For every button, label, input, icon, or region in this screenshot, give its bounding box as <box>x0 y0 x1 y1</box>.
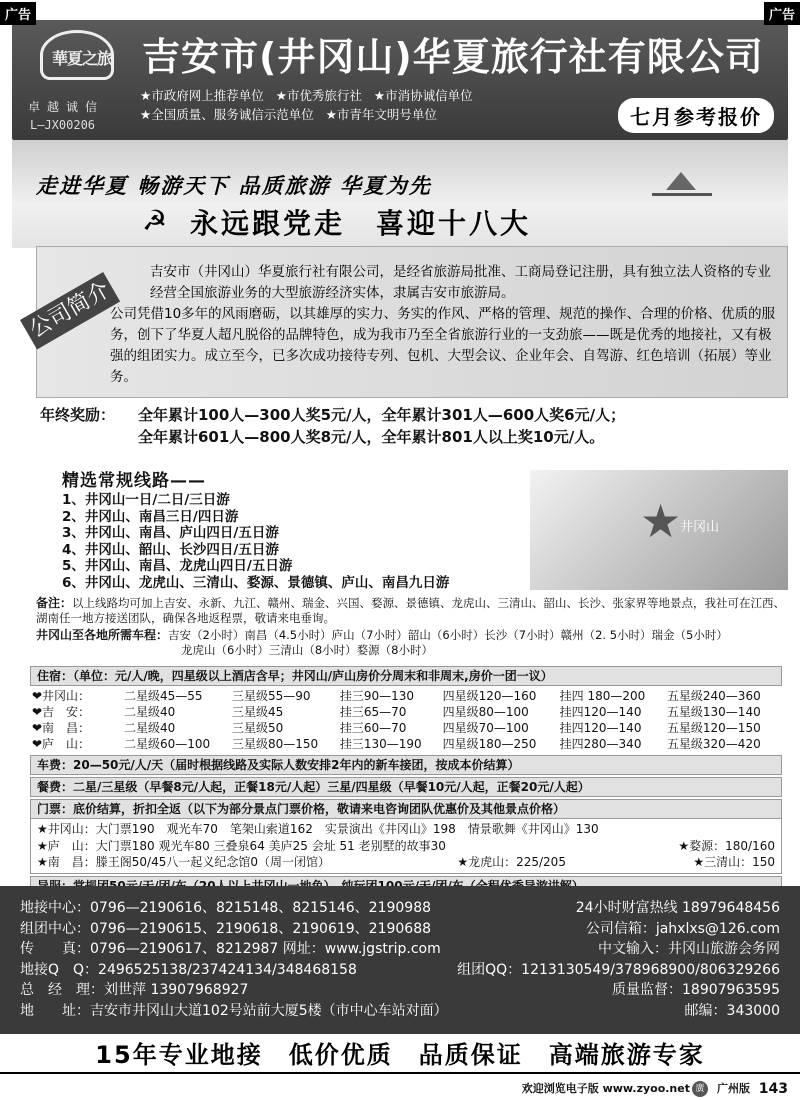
contact-postcode: 邮编：343000 <box>684 1002 780 1019</box>
route-item: 1、井冈山一日/二日/三日游 <box>62 492 230 508</box>
price-block <box>30 666 782 896</box>
contact-quality: 质量监督：18907963595 <box>612 982 780 998</box>
travel-line-1: 吉安（2小时）南昌（4.5小时）庐山（7小时）韶山（6小时）长沙（7小时）赣州（2. 5小时）瑞金（5小时） <box>168 628 728 642</box>
year-end-bonus <box>40 404 625 448</box>
ticket-row-lushan: ★庐 山：大门票180 观光车80 三叠泉64 美庐25 会址 51 老别墅的故事30 <box>37 838 446 853</box>
price-cell: 挂三130—190 <box>339 737 422 751</box>
price-cell: 五星级240—360 <box>666 689 761 703</box>
table-row <box>30 704 782 720</box>
honor-item: ★市优秀旅行社 <box>275 88 362 103</box>
table-row <box>30 736 782 752</box>
price-cell: 五星级120—150 <box>666 721 761 735</box>
intro-paragraph-2: 公司凭借10多年的风雨磨砺，以其雄厚的实力、务实的作风、严格的管理、规范的操作、合理的价格、优质的服务，创下了华夏人超凡脱俗的品牌特色，成为我市乃至全省旅游行业的一支劲旅——既是优秀的地接社，又有极强的组团实力。成立至今，已多次成功接待专列、包机、大型会议、企业年会、自驾游、红色培训（拓展）等业务。 <box>110 306 776 385</box>
table-row <box>30 688 782 704</box>
price-cell: 二星级60—100 <box>124 737 211 751</box>
price-cell: 三星级80—150 <box>231 737 319 751</box>
meal-fee: 餐费：二星/三星级（早餐8元/人起，正餐18元/人起）三星/四星级（早餐10元/人起，正餐20元/人起） <box>30 777 782 797</box>
footer-website[interactable]: 欢迎浏览电子版 www.zyoo.net <box>521 1082 690 1095</box>
contact-chinese-input: 中文输入：井冈山旅游会务网 <box>598 941 780 957</box>
price-cell: 挂三90—130 <box>339 689 415 703</box>
price-cell: 三星级55—90 <box>231 689 311 703</box>
contact-manager: 总 经 理：刘世萍 13907968927 <box>20 982 249 998</box>
price-cell: 五星级130—140 <box>666 705 761 719</box>
price-cell: 挂四 180—200 <box>559 689 646 703</box>
lodging-header: 住宿：（单位：元/人/晚，四星级以上酒店含早；井冈山/庐山房价分周末和非周末,房价一团一议） <box>30 666 782 686</box>
july-quote-badge: 七月参考报价 <box>618 98 774 133</box>
ticket-row-nanchang: ★南 昌：滕王阁50/45八一起义纪念馆0（周一闭馆） <box>37 855 330 869</box>
price-cell: 四星级80—100 <box>442 705 529 719</box>
price-cell: 三星级45 <box>231 705 284 719</box>
travel-line-2: 龙虎山（6小时）三清山（8小时）婺源（8小时） <box>181 643 433 657</box>
intro-label: 公司简介 <box>20 272 120 349</box>
travel-times <box>36 628 786 658</box>
contact-local-qq: 地接Q Q：2496525138/237424134/348468158 <box>20 961 357 978</box>
honor-item: ★市消协诚信单位 <box>373 88 473 103</box>
route-item: 6、井冈山、龙虎山、三清山、婺源、景德镇、庐山、南昌九日游 <box>62 574 450 591</box>
intro-text <box>70 262 782 388</box>
contact-group-center: 组团中心：0796—2190615、2190618、2190619、2190688 <box>20 920 432 937</box>
logo-motto: 卓越诚信 <box>28 100 105 114</box>
price-cell: 二星级45—55 <box>124 689 203 703</box>
footer-edition: 广州版 <box>717 1082 750 1095</box>
ticket-sanqingshan: ★三清山：150 <box>693 855 775 869</box>
contact-panel <box>0 886 800 1034</box>
page-footer <box>0 1078 800 1100</box>
price-cell: 挂三65—70 <box>339 705 407 719</box>
note-text: 以上线路均可加上吉安、永新、九江、赣州、瑞金、兴国、婺源、景德镇、龙虎山、三清山、韶山、长沙、张家界等地景点，我社可在江西、湖南任一地方接送团队，确保各地返程票，敬请来电垂询。 <box>36 596 786 625</box>
city-cell: ❤庐 山： <box>32 737 91 751</box>
bonus-line-2: 全年累计601人—800人奖8元/人，全年累计801人以上奖10元/人。 <box>138 428 605 446</box>
price-cell: 五星级320—420 <box>666 737 761 751</box>
bonus-label: 年终奖励： <box>40 406 116 424</box>
city-cell: ❤吉 安： <box>32 705 91 719</box>
company-header <box>12 20 788 140</box>
company-logo <box>22 28 132 112</box>
party-slogan: 永远跟党走 喜迎十八大 <box>190 207 532 240</box>
bottom-slogan: 15年专业地接 低价优质 品质保证 高端旅游专家 <box>0 1036 800 1074</box>
city-cell: ❤井冈山： <box>32 689 91 703</box>
star-monument-icon: ★ <box>640 494 682 548</box>
price-cell: 挂四280—340 <box>559 737 642 751</box>
intro-paragraph-1: 吉安市（井冈山）华夏旅行社有限公司，是经省旅游局批准、工商局登记注册，具有独立法人资格的专业经营全国旅游业务的大型旅游经济实体，隶属吉安市旅游局。 <box>150 264 771 301</box>
ticket-longhushan: ★龙虎山：225/205 <box>457 855 566 869</box>
car-fee: 车费：20—50元/人/天（届时根据线路及实际人数安排2年内的新车接团，按成本价结算） <box>30 755 782 775</box>
price-cell: 挂四120—140 <box>559 721 642 735</box>
company-name: 吉安市(井冈山)华夏旅行社有限公司 <box>142 35 764 79</box>
photo-caption: 井冈山 <box>680 520 720 535</box>
honor-item: ★全国质量、服务诚信示范单位 <box>140 107 314 122</box>
edition-icon: 廣 <box>692 1081 708 1097</box>
price-cell: 二星级40 <box>124 721 176 735</box>
ticket-header: 门票：底价结算，折扣全返（以下为部分景点门票价格，敬请来电咨询团队优惠价及其他景点价格） <box>30 799 782 819</box>
price-cell: 四星级180—250 <box>442 737 537 751</box>
ticket-wuyuan: ★婺源：180/160 <box>678 838 775 853</box>
price-cell: 挂三60—70 <box>339 721 407 735</box>
contact-hotline: 24小时财富热线 18979648456 <box>575 900 780 916</box>
note-label: 备注： <box>36 596 73 610</box>
brand-slogan: 走进华夏 畅游天下 品质旅游 华夏为先 <box>36 173 432 198</box>
route-note <box>36 596 786 626</box>
ad-label-left: 广告 <box>0 2 36 25</box>
pavilion-icon <box>652 168 712 196</box>
route-item: 3、井冈山、南昌、庐山四日/五日游 <box>62 525 279 541</box>
honor-item: ★市青年文明号单位 <box>325 107 437 122</box>
contact-email: 公司信箱：jahxlxs@126.com <box>585 920 780 937</box>
contact-fax-website: 传 真：0796—2190617、8212987 网址：www.jgstrip.com <box>20 941 441 957</box>
route-list <box>62 492 449 591</box>
bonus-line-1: 全年累计100人—300人奖5元/人，全年累计301人—600人奖6元/人； <box>138 406 626 424</box>
license-number: L—JX00206 <box>30 118 96 132</box>
ad-label-right: 广告 <box>764 2 800 25</box>
ticket-row-jinggangshan: ★井冈山：大门票190 观光车70 笔架山索道162 实景演出《井冈山》198 情景歌舞《井冈山》130 <box>37 822 599 836</box>
price-cell: 四星级120—160 <box>442 689 537 703</box>
city-cell: ❤南 昌： <box>32 721 91 735</box>
ticket-prices <box>30 819 782 874</box>
route-item: 4、井冈山、韶山、长沙四日/五日游 <box>62 541 279 558</box>
contact-address: 地 址：吉安市井冈山大道102号站前大厦5楼（市中心车站对面） <box>20 1002 448 1019</box>
logo-text: 華夏之旅 <box>52 49 113 68</box>
price-cell: 二星级40 <box>124 705 176 719</box>
routes-title: 精选常规线路—— <box>62 471 206 491</box>
hotel-price-table <box>30 688 782 752</box>
honor-item: ★市政府网上推荐单位 <box>140 88 264 103</box>
price-cell: 挂四120—140 <box>559 705 642 719</box>
table-row <box>30 720 782 736</box>
price-cell: 三星级50 <box>231 721 284 735</box>
route-item: 5、井冈山、南昌、龙虎山四日/五日游 <box>62 558 293 574</box>
slogan-banner <box>12 140 788 248</box>
contact-group-qq: 组团QQ：1213130549/378968900/806329266 <box>457 961 780 978</box>
price-cell: 四星级70—100 <box>442 721 529 735</box>
travel-label: 井冈山至各地所需车程： <box>36 628 169 642</box>
page-number: 143 <box>758 1081 788 1097</box>
honors-list <box>140 86 590 124</box>
route-item: 2、井冈山、南昌三日/四日游 <box>62 508 239 525</box>
party-emblem-icon: ☭ <box>142 204 168 237</box>
contact-local-center: 地接中心：0796—2190616、8215148、8215146、2190988 <box>20 900 432 916</box>
